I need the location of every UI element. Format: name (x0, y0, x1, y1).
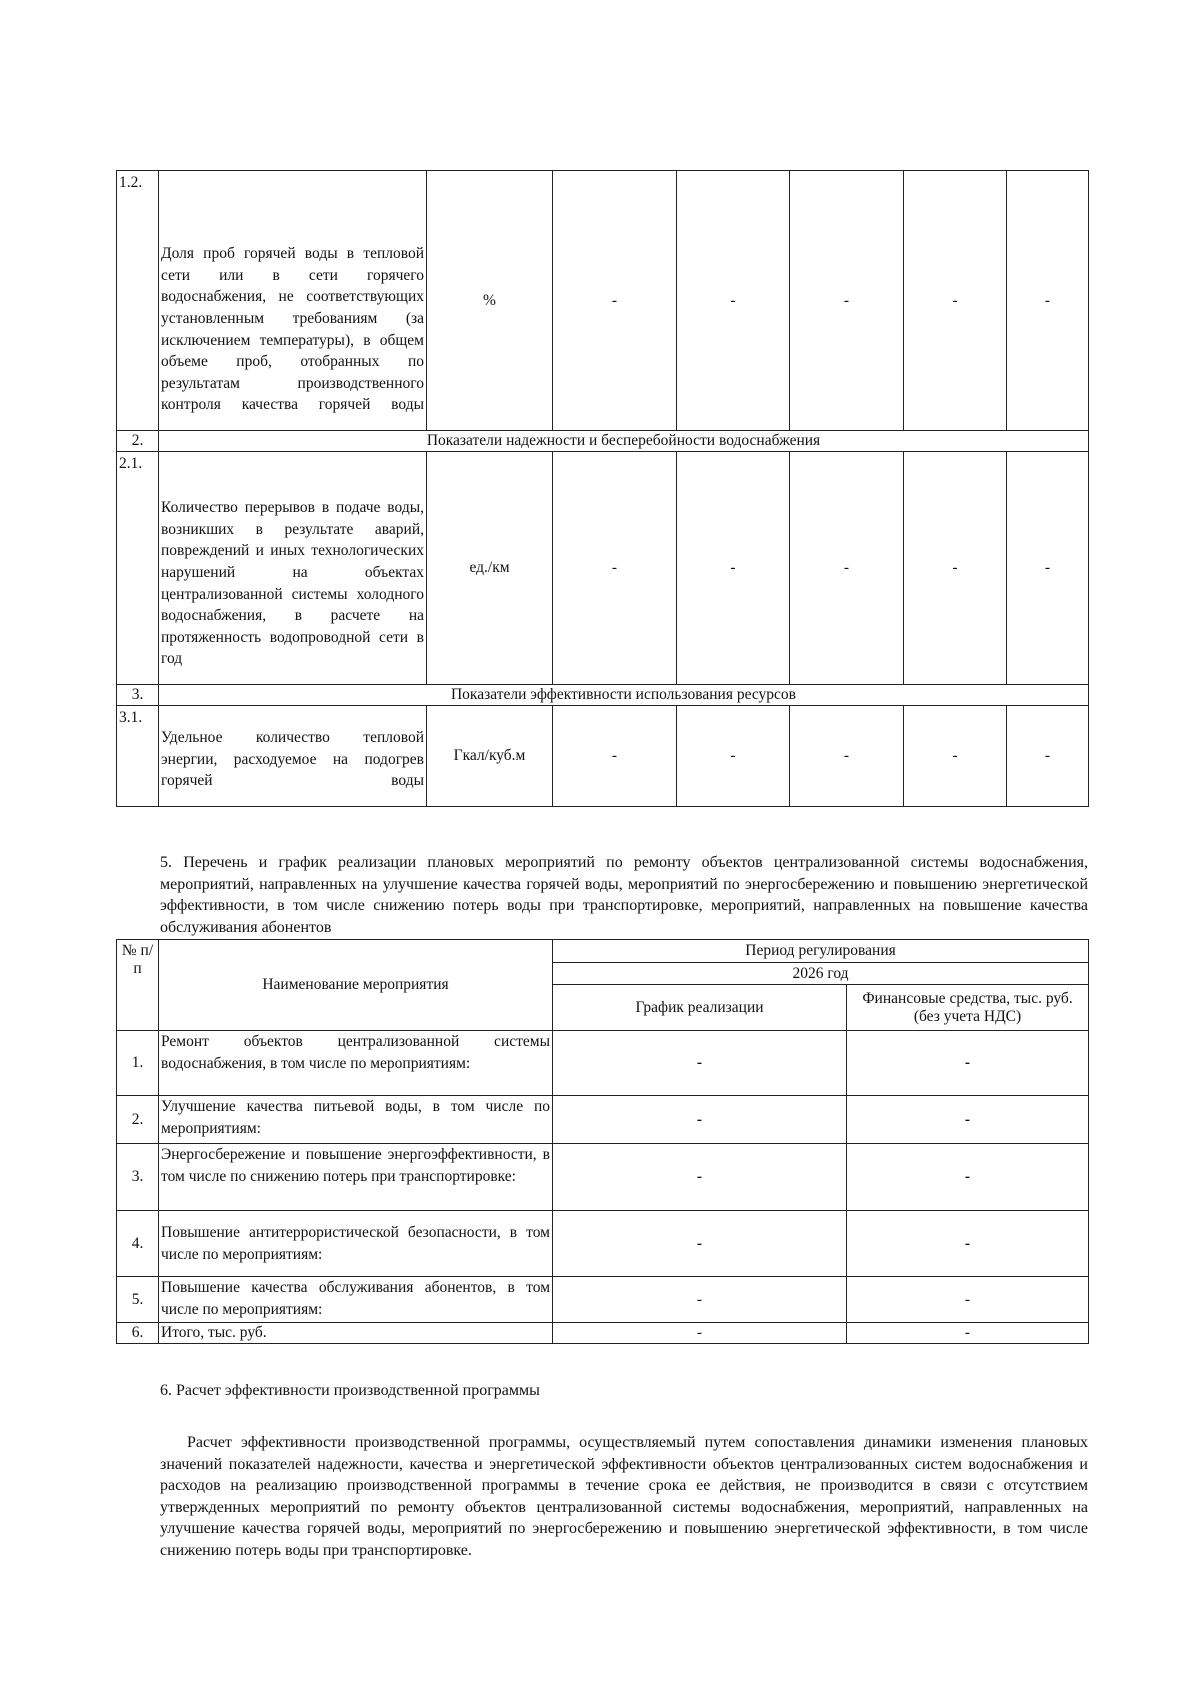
indicator-value: - (790, 706, 904, 807)
indicator-unit: Гкал/куб.м (427, 706, 553, 807)
schedule-value: - (553, 1031, 847, 1096)
finance-value: - (847, 1096, 1089, 1144)
indicator-value: - (677, 706, 790, 807)
measure-name: Улучшение качества питьевой воды, в том числе по мероприятиям: (159, 1096, 553, 1144)
section-6-heading: 6. Расчет эффективности производственной программы (160, 1382, 540, 1399)
row-number: 6. (117, 1323, 159, 1344)
indicator-value: - (904, 171, 1007, 431)
row-number: 5. (117, 1277, 159, 1323)
section-row (117, 685, 1089, 706)
section-number: 2. (117, 431, 159, 452)
indicator-value: - (553, 171, 677, 431)
schedule-value: - (553, 1211, 847, 1277)
indicator-value: - (1007, 452, 1089, 685)
table-row (117, 1144, 1089, 1211)
indicator-value: - (553, 452, 677, 685)
measure-name: Ремонт объектов централизованной системы водоснабжения, в том числе по мероприятиям: (159, 1031, 553, 1096)
indicator-value: - (553, 706, 677, 807)
table-row (117, 1096, 1089, 1144)
row-number: 3. (117, 1144, 159, 1211)
table-row (117, 1277, 1089, 1323)
indicator-value: - (790, 171, 904, 431)
table-row (117, 452, 1089, 685)
indicator-value: - (904, 452, 1007, 685)
schedule-value: - (553, 1144, 847, 1211)
table-header-row (117, 940, 1089, 963)
table-row (117, 1211, 1089, 1277)
section-row (117, 431, 1089, 452)
row-number: 1. (117, 1031, 159, 1096)
finance-value: - (847, 1031, 1089, 1096)
header-name: Наименование мероприятия (159, 940, 553, 1031)
table-row (117, 171, 1089, 431)
header-number: № п/п (117, 940, 159, 1031)
header-period: Период регулирования (553, 940, 1089, 963)
section-number: 3. (117, 685, 159, 706)
finance-value: - (847, 1277, 1089, 1323)
indicator-value: - (677, 452, 790, 685)
indicator-name: Доля проб горячей воды в тепловой сети или в сети горячего водоснабжения, не соответствующих установленным требованиям (за исключением температуры), в общем объеме проб, отобранных по результатам производственного контроля качества горячей воды (159, 171, 427, 431)
measure-name: Энергосбережение и повышение энергоэффективности, в том числе по снижению потерь при транспортировке: (159, 1144, 553, 1211)
table-row (117, 1031, 1089, 1096)
row-number: 4. (117, 1211, 159, 1277)
indicator-value: - (1007, 706, 1089, 807)
indicator-unit: % (427, 171, 553, 431)
header-schedule: График реализации (553, 985, 847, 1031)
indicator-name: Количество перерывов в подаче воды, возникших в результате аварий, повреждений и иных технологических нарушений на объектах централизованной системы холодного водоснабжения, в расчете на протяженность водопроводной сети в год (159, 452, 427, 685)
indicators-table (116, 170, 1089, 807)
measure-name: Повышение антитеррористической безопасности, в том числе по мероприятиям: (159, 1211, 553, 1277)
section-5-heading: 5. Перечень и график реализации плановых мероприятий по ремонту объектов централизованной системы водоснабжения, мероприятий, направленных на улучшение качества горячей воды, мероприятий по энергосбережению и повышению энергетической эффективности, в том числе снижению потерь воды при транспортировке, мероприятий, направленных на повышение качества обслуживания абонентов (160, 854, 1088, 936)
finance-value: - (847, 1211, 1089, 1277)
table-row (117, 706, 1089, 807)
section-6-text: Расчет эффективности производственной программы, осуществляемый путем сопоставления динамики изменения плановых значений показателей надежности, качества и энергетической эффективности объектов централизованных систем водоснабжения и расходов на реализацию производственной программы в течение срока ее действия, не производится в связи с отсутствием утвержденных мероприятий по ремонту объектов централизованной системы водоснабжения, мероприятий, направленных на улучшение качества горячей воды, мероприятий по энергосбережению и повышению энергетической эффективности, в том числе снижению потерь воды при транспортировке. (160, 1434, 1088, 1559)
row-number: 1.2. (117, 171, 159, 431)
measure-name: Итого, тыс. руб. (159, 1323, 553, 1344)
header-finance: Финансовые средства, тыс. руб. (без учета НДС) (847, 985, 1089, 1031)
row-number: 2.1. (117, 452, 159, 685)
finance-value: - (847, 1323, 1089, 1344)
header-year: 2026 год (553, 963, 1089, 985)
section-title: Показатели эффективности использования ресурсов (159, 685, 1089, 706)
row-number: 3.1. (117, 706, 159, 807)
indicator-unit: ед./км (427, 452, 553, 685)
schedule-value: - (553, 1096, 847, 1144)
indicator-value: - (790, 452, 904, 685)
schedule-value: - (553, 1277, 847, 1323)
indicator-name: Удельное количество тепловой энергии, расходуемое на подогрев горячей воды (159, 706, 427, 807)
section-title: Показатели надежности и бесперебойности водоснабжения (159, 431, 1089, 452)
measure-name: Повышение качества обслуживания абонентов, в том числе по мероприятиям: (159, 1277, 553, 1323)
indicator-value: - (677, 171, 790, 431)
finance-value: - (847, 1144, 1089, 1211)
measures-table (116, 939, 1089, 1344)
indicator-value: - (904, 706, 1007, 807)
schedule-value: - (553, 1323, 847, 1344)
row-number: 2. (117, 1096, 159, 1144)
table-row (117, 1323, 1089, 1344)
indicator-value: - (1007, 171, 1089, 431)
